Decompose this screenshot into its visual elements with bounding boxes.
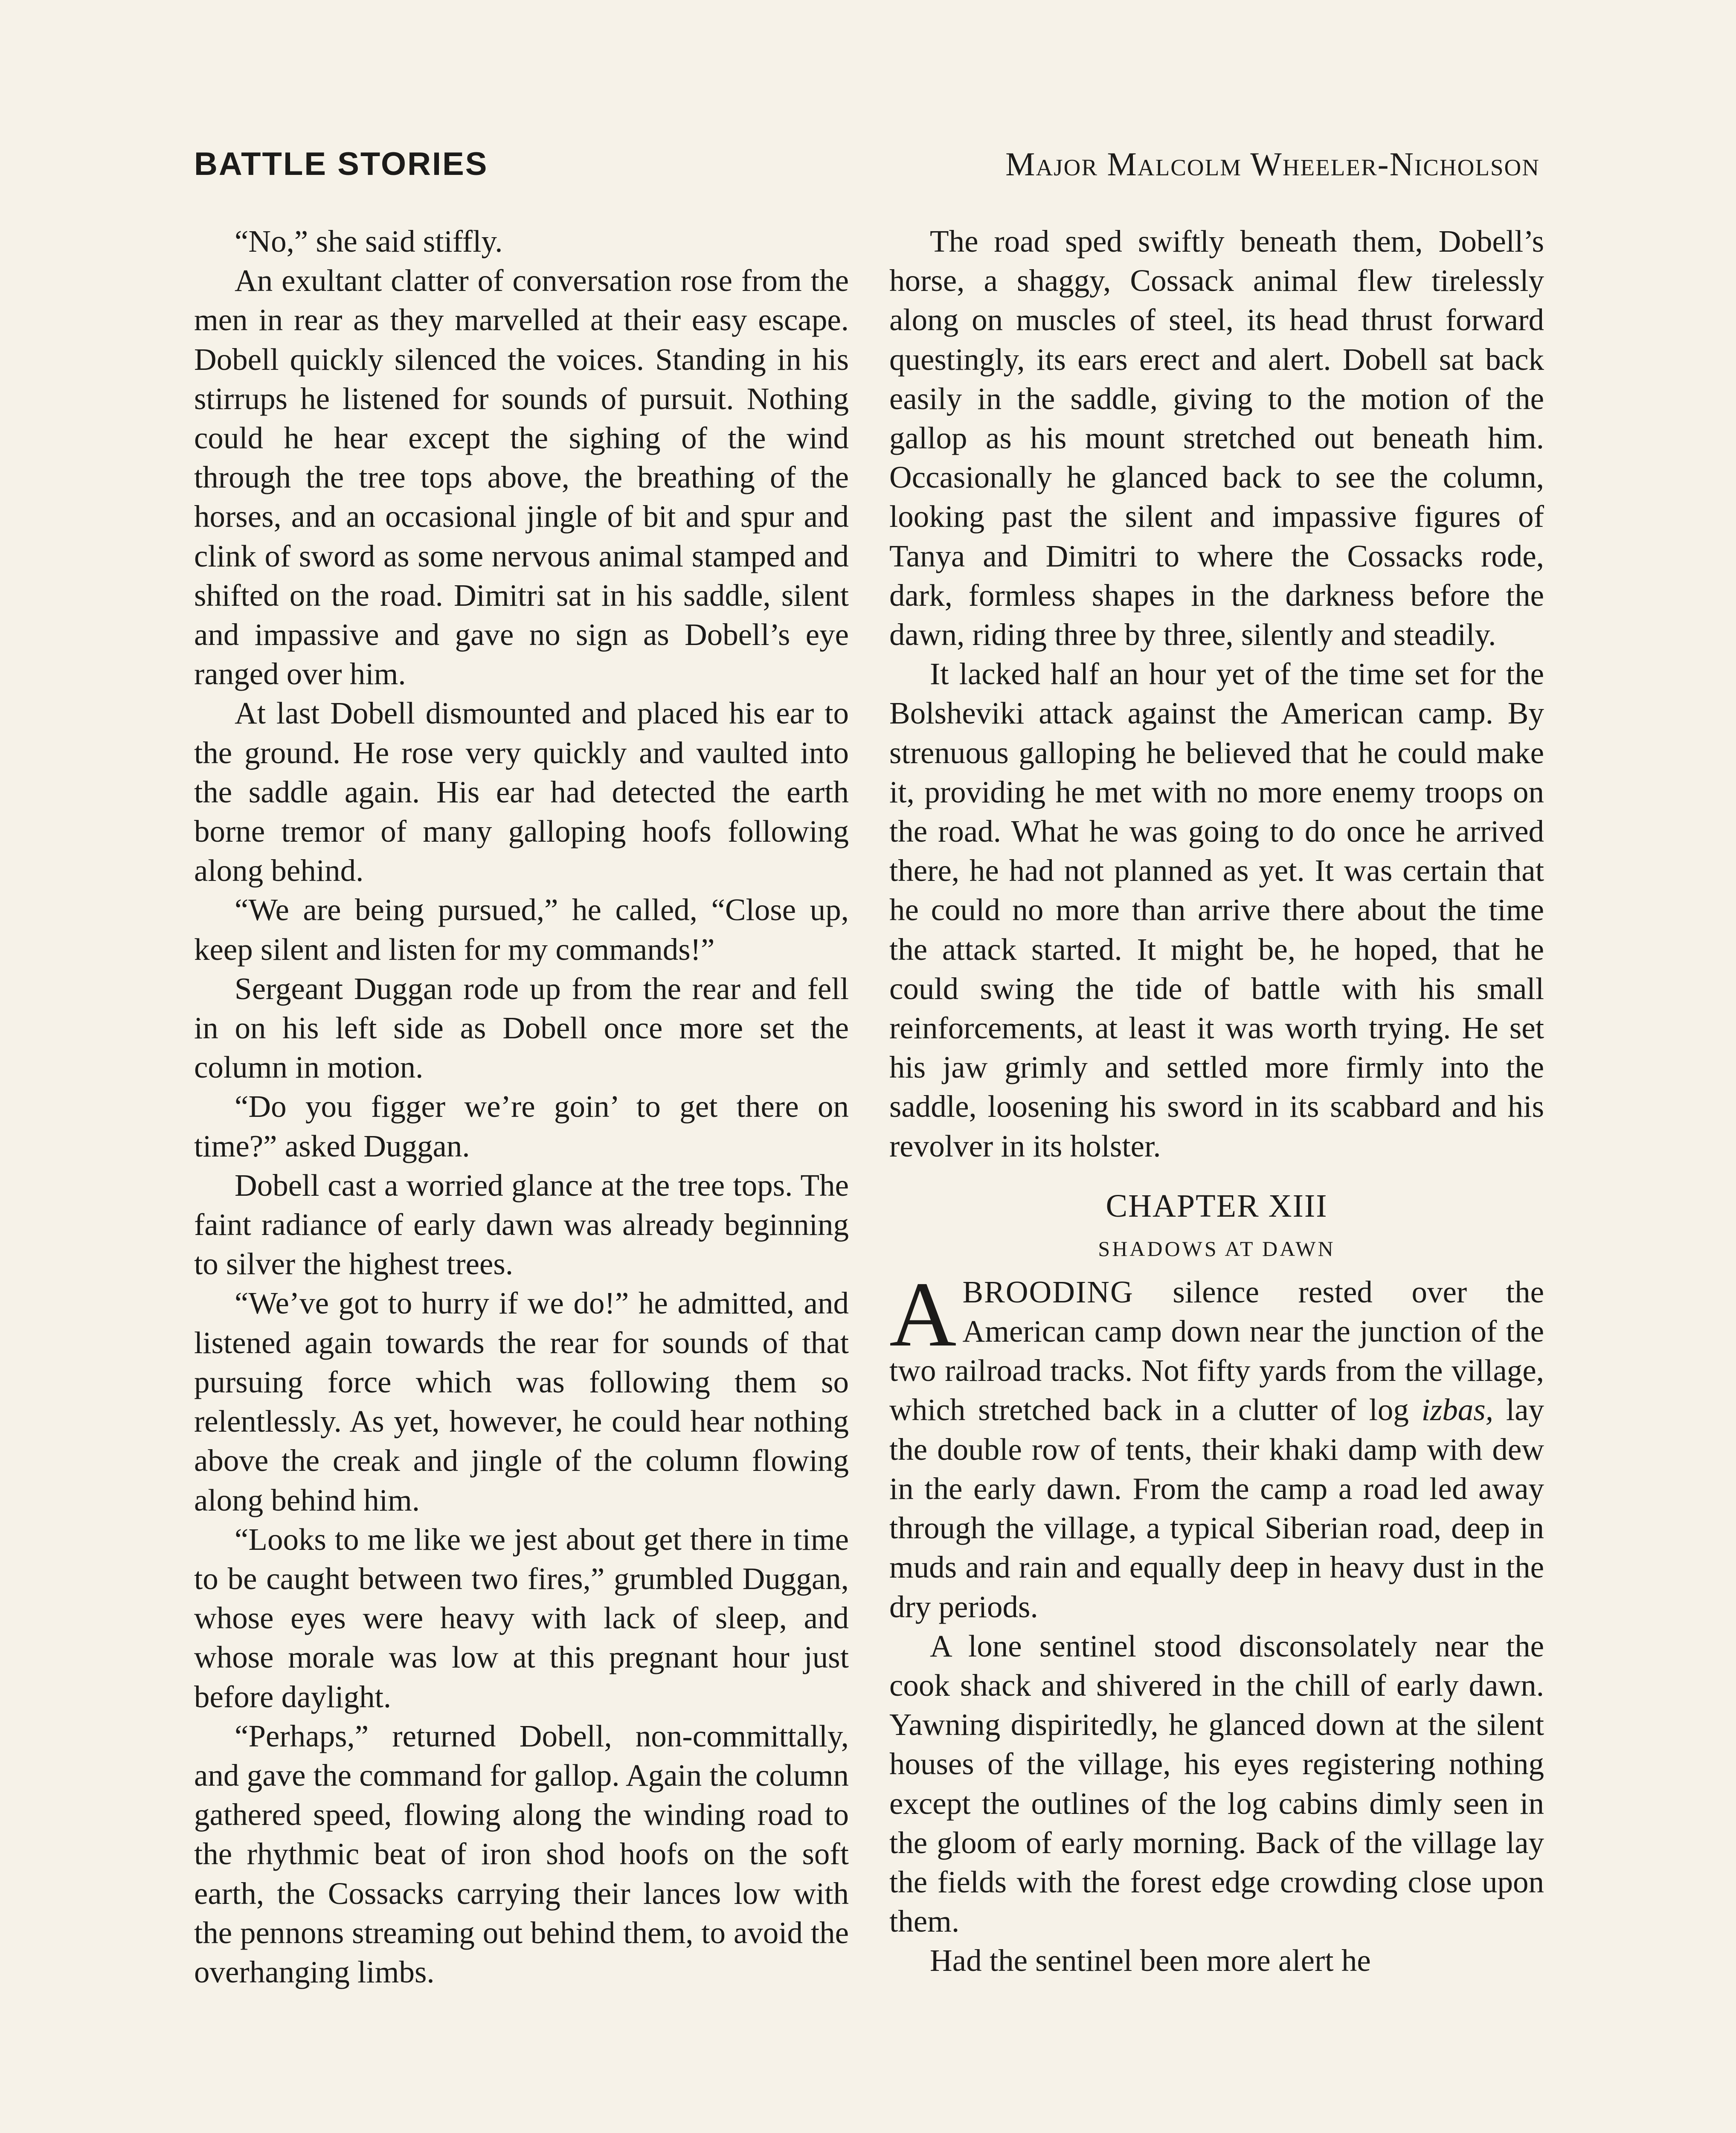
drop-cap: A [889,1263,957,1366]
paragraph-text: lay the double row of tents, their khaki damp with dew in the early dawn. From the camp a road led away through the village, a typical Siberian road, deep in muds and rain and equally deep in heavy dust in the dry periods. [889,1392,1544,1624]
paragraph-text: silence rested over the American camp down near the junction of the two railroad tracks. Not fifty yards from the village, which stretched back in a clutter of log [889,1274,1544,1427]
paragraph: Dobell cast a worried glance at the tree tops. The faint radiance of early dawn was already beginning to silver the highest trees. [194,1168,849,1282]
italic-word: izbas, [1421,1392,1494,1427]
paragraph: Had the sentinel been more alert he [930,1943,1371,1978]
paragraph: “Looks to me like we jest about get there in time to be caught between two fires,” grumbled Duggan, whose eyes were heavy with lack of sleep, and whose morale was low at this pregnant hour just before daylight. [194,1522,849,1714]
paragraph: A lone sentinel stood disconsolately near the cook shack and shivered in the chill of early dawn. Yawning dispiritedly, he glanced down at the silent houses of the village, his eyes registering nothing except the outlines of the log cabins dimly seen in the gloom of early morning. Back of the village lay the fields with the forest edge crowding close upon them. [889,1628,1544,1939]
right-column [889,222,1544,1981]
chapter-title: CHAPTER XIII [1106,1188,1328,1224]
paragraph: “Perhaps,” returned Dobell, non-committally, and gave the command for gallop. Again the column gathered speed, flowing along the winding road to the rhythmic beat of iron shod hoofs on the soft earth, the Cossacks carrying their lances low with the pennons streaming out behind them, to avoid the overhanging limbs. [194,1718,849,1989]
paragraph: At last Dobell dismounted and placed his ear to the ground. He rose very quickly and vaulted into the saddle again. His ear had detected the earth borne tremor of many galloping hoofs following along behind. [194,696,849,888]
left-column [194,222,849,1992]
paragraph: “No,” she said stiffly. [235,224,503,259]
magazine-title: BATTLE STORIES [194,146,488,182]
paragraph: “We’ve got to hurry if we do!” he admitted, and listened again towards the rear for sounds of that pursuing force which was following them so relentlessly. As yet, however, he could hear nothing above the creak and jingle of the column flowing along behind him. [194,1286,849,1517]
author-name: Major Malcolm Wheeler-Nicholson [1005,145,1540,183]
paragraph: The road sped swiftly beneath them, Dobell’s horse, a shaggy, Cossack animal flew tirelessly along on muscles of steel, its head thrust forward questingly, its ears erect and alert. Dobell sat back easily in the saddle, giving to the motion of the gallop as his mount stretched out beneath him. Occasionally he glanced back to see the column, looking past the silent and impassive figures of Tanya and Dimitri to where the Cossacks rode, dark, formless shapes in the darkness before the dawn, riding three by three, silently and steadily. [889,224,1544,652]
chapter-subtitle: SHADOWS AT DAWN [1098,1236,1335,1261]
drop-cap-word: BROODING [962,1274,1134,1309]
paragraph: An exultant clatter of conversation rose from the men in rear as they marvelled at their easy escape. Dobell quickly silenced the voices. Standing in his stirrups he listened for sounds of pursuit. Nothing could he hear except the sighing of the wind through the tree tops above, the breathing of the horses, and an occasional jingle of bit and spur and clink of sword as some nervous animal stamped and shifted on the road. Dimitri sat in his saddle, silent and impassive and gave no sign as Dobell’s eye ranged over him. [194,263,849,692]
chapter-opening-paragraph [889,1263,1544,1627]
paragraph: Sergeant Duggan rode up from the rear and fell in on his left side as Dobell once more set the column in motion. [194,971,849,1085]
paragraph: It lacked half an hour yet of the time set for the Bolsheviki attack against the American camp. By strenuous galloping he believed that he could make it, providing he met with no more enemy troops on the road. What he was going to do once he arrived there, he had not planned as yet. It was certain that he could no more than arrive there about the time the attack started. It might be, he hoped, that he could swing the tide of battle with his small reinforcements, at least it was worth trying. He set his jaw grimly and settled more firmly into the saddle, loosening his sword in its scabbard and his revolver in its holster. [889,657,1544,1163]
paragraph: “We are being pursued,” he called, “Close up, keep silent and listen for my commands!” [194,892,849,967]
running-head [194,141,1540,188]
paragraph: “Do you figger we’re goin’ to get there on time?” asked Duggan. [194,1089,849,1163]
